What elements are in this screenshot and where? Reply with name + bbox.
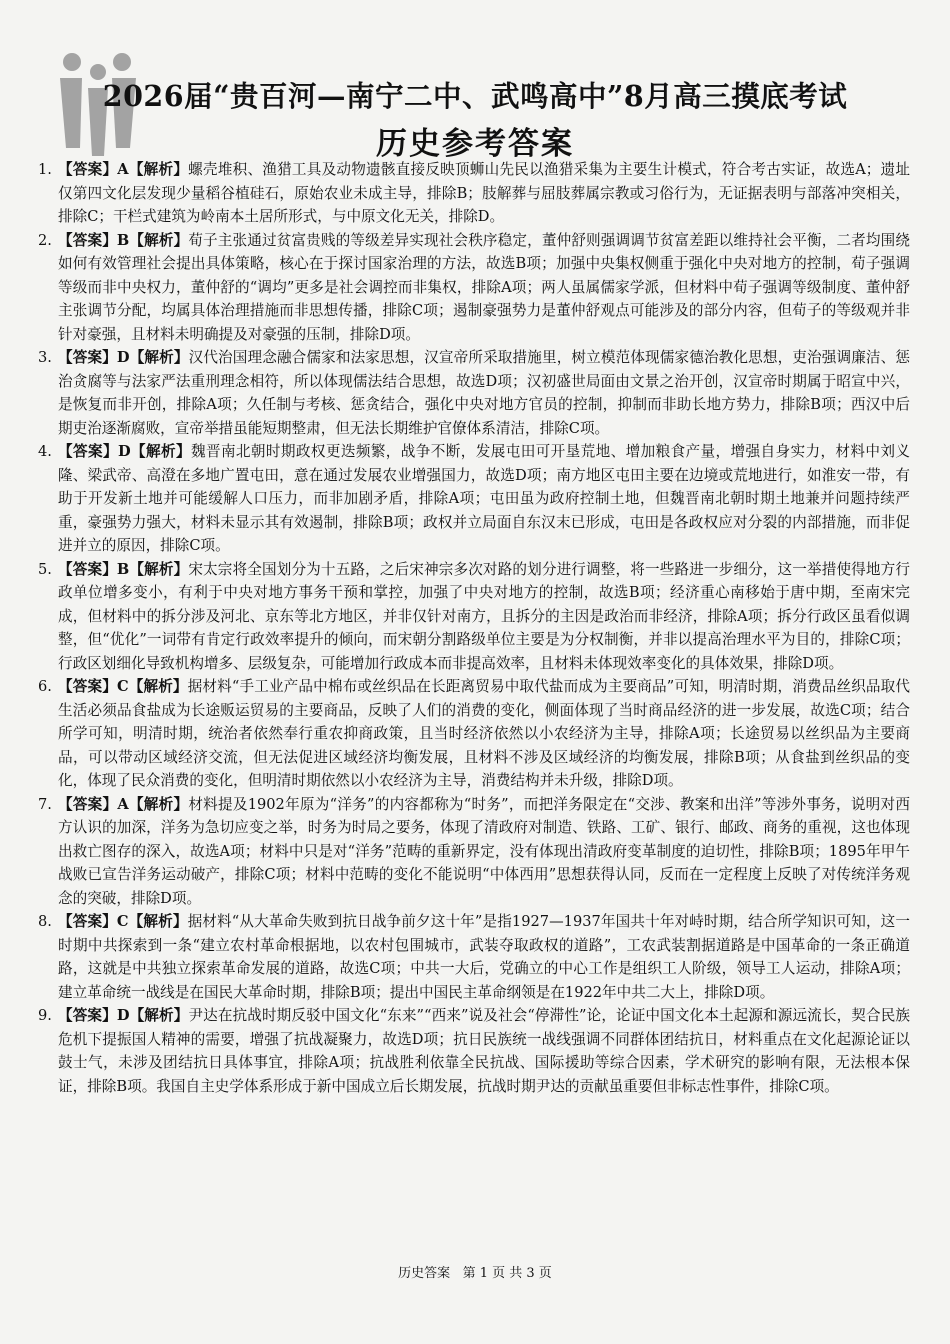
page-subtitle: 历史参考答案 [376,126,574,162]
answer-letter: B [116,560,130,578]
answer-tag: 【答案】 [58,913,117,930]
answer-letter: D [116,1007,130,1024]
answer-item-3 [38,346,910,440]
analysis-tag: 【解析】 [129,560,189,578]
footer-page-info: 第 1 页 共 3 页 [462,1266,552,1281]
item-body [58,558,910,676]
analysis-tag: 【解析】 [129,231,189,249]
item-body [58,910,910,1004]
analysis-text: 尹达在抗战时期反驳中国文化“东来”“西来”说及社会“停滞性”论，论证中国文化本土起源和源远流长，契合民族危机下提振国人精神的需要，增强了抗战凝聚力，故选D项；抗日民族统一战线强调不同群体团结抗日，材料重点在文化起源论证以鼓士气，未涉及团结抗日具体事宜，排除A项；抗战胜利依靠全民抗战、国际援助等综合因素，学术研究的影响有限，无法根本保证，排除B项。我国自主史学体系形成于新中国成立后长期发展，抗战时期尹达的贡献虽重要但非标志性事件，排除C项。 [58,1007,910,1095]
answer-letter: A [117,795,129,813]
item-number: 1. [38,161,52,178]
item-number: 7. [38,795,52,813]
answer-item-6 [38,675,910,793]
answer-tag: 【答案】 [58,560,117,578]
footer-subject: 历史答案 [398,1266,451,1281]
analysis-text: 材料提及1902年原为“洋务”的内容都称为“时务”，而把洋务限定在“交涉、教案和出洋”等涉外事务，说明对西方认识的加深，洋务为急切应变之举，时务为时局之要务，体现了清政府对制造、铁路、工矿、银行、邮政、商务的重视，这也体现出救亡图存的深入，故选A项；材料中只是对“洋务”范畴的重新界定，没有体现出清政府变革制度的迫切性，排除B项；1895年甲午战败已宣告洋务运动破产，排除C项；材料中范畴的变化不能说明“中体西用”思想获得认同，反而在一定程度上反映了对传统洋务观念的突破，排除D项。 [58,795,910,907]
item-body [58,793,910,911]
analysis-text: 荀子主张通过贫富贵贱的等级差异实现社会秩序稳定，董仲舒则强调调节贫富差距以维持社会平衡，二者均围绕如何有效管理社会提出具体策略，核心在于探讨国家治理的方法，故选B项；加强中央集权侧重于强化中央对地方的控制，荀子强调等级而非中央权力，董仲舒的“调均”更多是社会调控而非集权，排除A项；两人虽属儒家学派，但材料中荀子强调等级制度、董仲舒主张调节分配，均属具体治理措施而非思想传播，排除C项；遏制豪强势力是董仲舒观点可能涉及的部分内容，但荀子的等级观并非针对豪强，且材料未明确提及对豪强的压制，排除D项。 [58,231,910,343]
analysis-tag: 【解析】 [128,161,189,178]
analysis-tag: 【解析】 [129,349,189,366]
answer-letter: C [116,678,129,695]
answer-tag: 【答案】 [58,678,117,695]
item-number: 5. [38,560,52,578]
analysis-text: 魏晋南北朝时期政权更迭频繁，战争不断，发展屯田可开垦荒地、增加粮食产量，增强自身实力，材料中刘义隆、梁武帝、高澄在多地广置屯田，意在通过发展农业增强国力，故选D项；南方地区屯田主要在边境或荒地进行，如淮安一带，有助于开发新土地并可能缓解人口压力，而非加剧矛盾，排除A项；屯田虽为政府控制土地，但魏晋南北朝时期土地兼并问题持续严重，豪强势力强大，材料未显示其有效遏制，排除B项；政权并立局面自东汉末已形成，屯田是各政权应对分裂的内部措施，而非促进并立的原因，排除C项。 [58,443,910,554]
item-body [58,440,910,558]
analysis-text: 据材料“手工业产品中棉布或丝织品在长距离贸易中取代盐而成为主要商品”可知，明清时期，消费品丝织品取代生活必须品食盐成为长途贩运贸易的主要商品，反映了人们的消费的变化，侧面体现了当时商品经济的进一步发展，故选C项；结合所学可知，明清时期，统治者依然奉行重农抑商政策，且当时经济依然以小农经济为主导，排除A项；长途贸易以丝织品为主要商品，可以带动区域经济交流，但无法促进区域经济均衡发展，且材料不涉及区域经济的均衡发展，排除B项；从食盐到丝织品的变化，体现了民众消费的变化，但明清时期依然以小农经济为主导，消费结构并未升级，排除D项。 [58,678,910,789]
analysis-tag: 【解析】 [128,913,188,930]
answer-letter: D [116,349,130,366]
answer-tag: 【答案】 [58,349,117,366]
analysis-text: 汉代治国理念融合儒家和法家思想，汉宣帝所采取措施里，树立模范体现儒家德治教化思想，吏治强调廉洁、惩治贪腐等与法家严法重刑理念相符，所以体现儒法结合思想，故选D项；汉初盛世局面由文景之治开创，汉宣帝时期属于昭宣中兴，是恢复而非开创，排除A项；久任制与考核、惩贪结合，强化中央对地方官员的控制，抑制而非助长地方势力，排除B项；西汉中后期吏治逐渐腐败，宣帝举措虽能短期整肃，但无法长期维护官僚体系清洁，排除C项。 [58,349,910,437]
answer-letter: C [116,913,129,930]
answer-tag: 【答案】 [58,231,117,249]
answer-item-2 [38,229,910,347]
page-footer [0,1262,950,1281]
answer-tag: 【答案】 [58,161,118,178]
item-body [58,1004,910,1098]
item-body [58,675,910,793]
analysis-tag: 【解析】 [130,443,191,460]
item-number: 4. [38,443,52,460]
analysis-text: 宋太宗将全国划分为十五路，之后宋神宗多次对路的划分进行调整，将一些路进一步细分，这一举措使得地方行政单位增多变小，有利于中央对地方事务干预和掌控，加强了中央对地方的控制，故选B项；经济重心南移始于唐中期，至南宋完成，但材料中的拆分涉及河北、京东等北方地区，并非仅针对南方，且拆分的主因是政治而非经济，排除A项；拆分行政区虽看似调整，但“优化”一词带有肯定行政效率提升的倾向，而宋朝分割路级单位主要是为分权制衡，并非以提高治理水平为目的，排除C项；行政区划细化导致机构增多、层级复杂，可能增加行政成本而非提高效率，且材料未体现效率变化的具体效果，排除D项。 [58,560,910,672]
analysis-tag: 【解析】 [129,1007,189,1024]
answer-item-5 [38,558,910,676]
item-number: 8. [38,913,52,930]
answer-item-9 [38,1004,910,1098]
answer-item-4 [38,440,910,558]
answer-letter: A [117,161,129,178]
answer-tag: 【答案】 [58,1007,117,1024]
analysis-text: 螺壳堆积、渔猎工具及动物遗骸直接反映顶蛳山先民以渔猎采集为主要生计模式，符合考古实证，故选A；遗址仅第四文化层发现少量稻谷植硅石，原始农业未成主导，排除B；肢解葬与屈肢葬属宗教或习俗行为，无证据表明与部落冲突相关，排除C；干栏式建筑为岭南本土居所形式，与中原文化无关，排除D。 [58,161,910,225]
answer-item-1 [38,158,910,229]
item-number: 2. [38,231,52,249]
item-number: 3. [38,349,52,366]
page-title: 2026届“贵百河—南宁二中、武鸣高中”8月高三摸底考试 [102,79,848,113]
answer-letter: B [116,231,130,249]
analysis-text: 据材料“从大革命失败到抗日战争前夕这十年”是指1927—1937年国共十年对峙时期，结合所学知识可知，这一时期中共探索到一条“建立农村革命根据地，以农村包围城市，武装夺取政权的道路”，工农武装割据道路是中国革命的一条正确道路，这就是中共独立探索革命发展的道路，故选C项；中共一大后，党确立的中心工作是组织工人阶级，领导工人运动，排除A项；建立革命统一战线是在国民大革命时期，排除B项；提出中国民主革命纲领是在1922年中共二大上，排除D项。 [58,913,910,1001]
item-number: 6. [38,678,52,695]
item-number: 9. [38,1007,52,1024]
analysis-tag: 【解析】 [128,678,188,695]
answer-item-8 [38,910,910,1004]
answer-tag: 【答案】 [58,443,118,460]
answer-letter: D [117,443,131,460]
answer-item-7 [38,793,910,911]
analysis-tag: 【解析】 [128,795,189,813]
item-body [58,229,910,347]
answer-list [38,158,910,1098]
item-body [58,158,910,229]
answer-tag: 【答案】 [58,795,118,813]
item-body [58,346,910,440]
